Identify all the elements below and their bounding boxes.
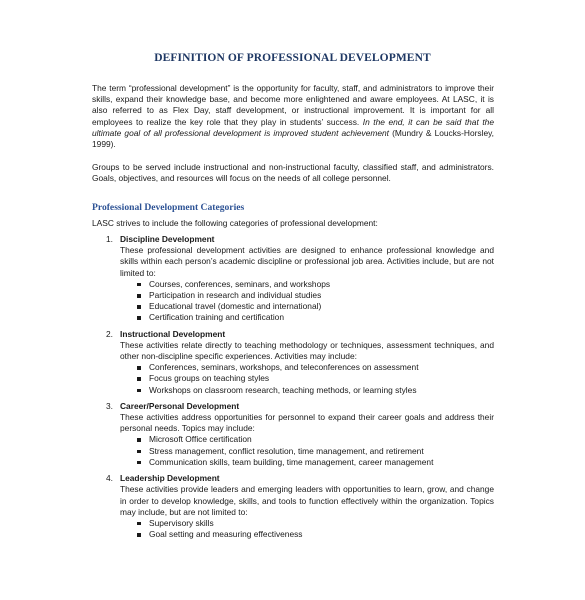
definition-italic-text: In the end, it can be said that the ultimate goal of all professional development is improved student achievement (92, 116, 494, 138)
bullet-list (120, 279, 494, 324)
category-description: These activities relate directly to teaching methodology or techniques, assessment techniques, and other non-discipline specific experiences. Activities may include: (120, 339, 494, 362)
category-number: 3. (106, 400, 113, 411)
category-title: Career/Personal Development (120, 400, 240, 411)
category-description: These activities address opportunities for personnel to expand their career goals and address their personal needs. Topics may include: (120, 412, 494, 434)
list-item: Goal setting and measuring effectiveness (137, 529, 494, 540)
categories-intro: LASC strives to include the following categories of professional development: (92, 217, 378, 228)
page-title: DEFINITION OF PROFESSIONAL DEVELOPMENT (154, 52, 431, 64)
bullet-list (120, 362, 494, 396)
category-item (92, 329, 494, 396)
category-item (92, 234, 494, 324)
list-item: Focus groups on teaching styles (137, 373, 494, 384)
list-item: Conferences, seminars, workshops, and teleconferences on assessment (137, 362, 494, 373)
list-item: Communication skills, team building, time management, career management (137, 457, 494, 468)
bullet-list (120, 434, 494, 468)
groups-paragraph: Groups to be served include instructional and non-instructional faculty, classified staff, and administrators. Goals, objectives, and resources will focus on the needs of all college personnel. (92, 162, 494, 184)
category-item (92, 473, 494, 540)
category-item (92, 401, 494, 468)
category-number: 4. (106, 473, 113, 484)
definition-paragraph (92, 83, 494, 150)
list-item: Educational travel (domestic and international) (137, 301, 494, 312)
category-number: 1. (106, 234, 113, 245)
bullet-list (120, 518, 494, 540)
category-description: These activities provide leaders and emerging leaders with opportunities to learn, grow, and change in order to develop knowledge, skills, and tools to function effectively within the organization. Topics may include, but are not limited to: (120, 484, 494, 517)
list-item: Supervisory skills (137, 518, 494, 529)
category-number: 2. (106, 328, 113, 339)
list-item: Stress management, conflict resolution, time management, and retirement (137, 446, 494, 457)
list-item: Microsoft Office certification (137, 434, 494, 445)
list-item: Participation in research and individual studies (137, 290, 494, 301)
list-item: Courses, conferences, seminars, and workshops (137, 279, 494, 290)
categories-list (92, 234, 494, 540)
citation-text: (Mundry & Loucks-Horsley, 1999). (92, 127, 494, 150)
category-title: Discipline Development (120, 234, 215, 245)
category-title: Instructional Development (120, 328, 226, 339)
list-item: Workshops on classroom research, teaching methods, or learning styles (137, 385, 494, 396)
definition-text: The term “professional development” is the opportunity for faculty, staff, and administrators to improve their skills, expand their knowledge base, and become more enlightened and aware employees. At LASC, it is also referred to as Flex Day, staff development, or instructional improvement. It is important for all employees to realize the key role that they play in students’ success. (92, 83, 494, 127)
list-item: Certification training and certification (137, 312, 494, 323)
category-description: These professional development activities are designed to enhance professional knowledge and skills within each person’s academic discipline or professional job area. Activities include, but are not limited to: (120, 245, 494, 278)
document-body (92, 83, 494, 545)
section-heading: Professional Development Categories (92, 201, 245, 213)
category-title: Leadership Development (120, 473, 220, 484)
